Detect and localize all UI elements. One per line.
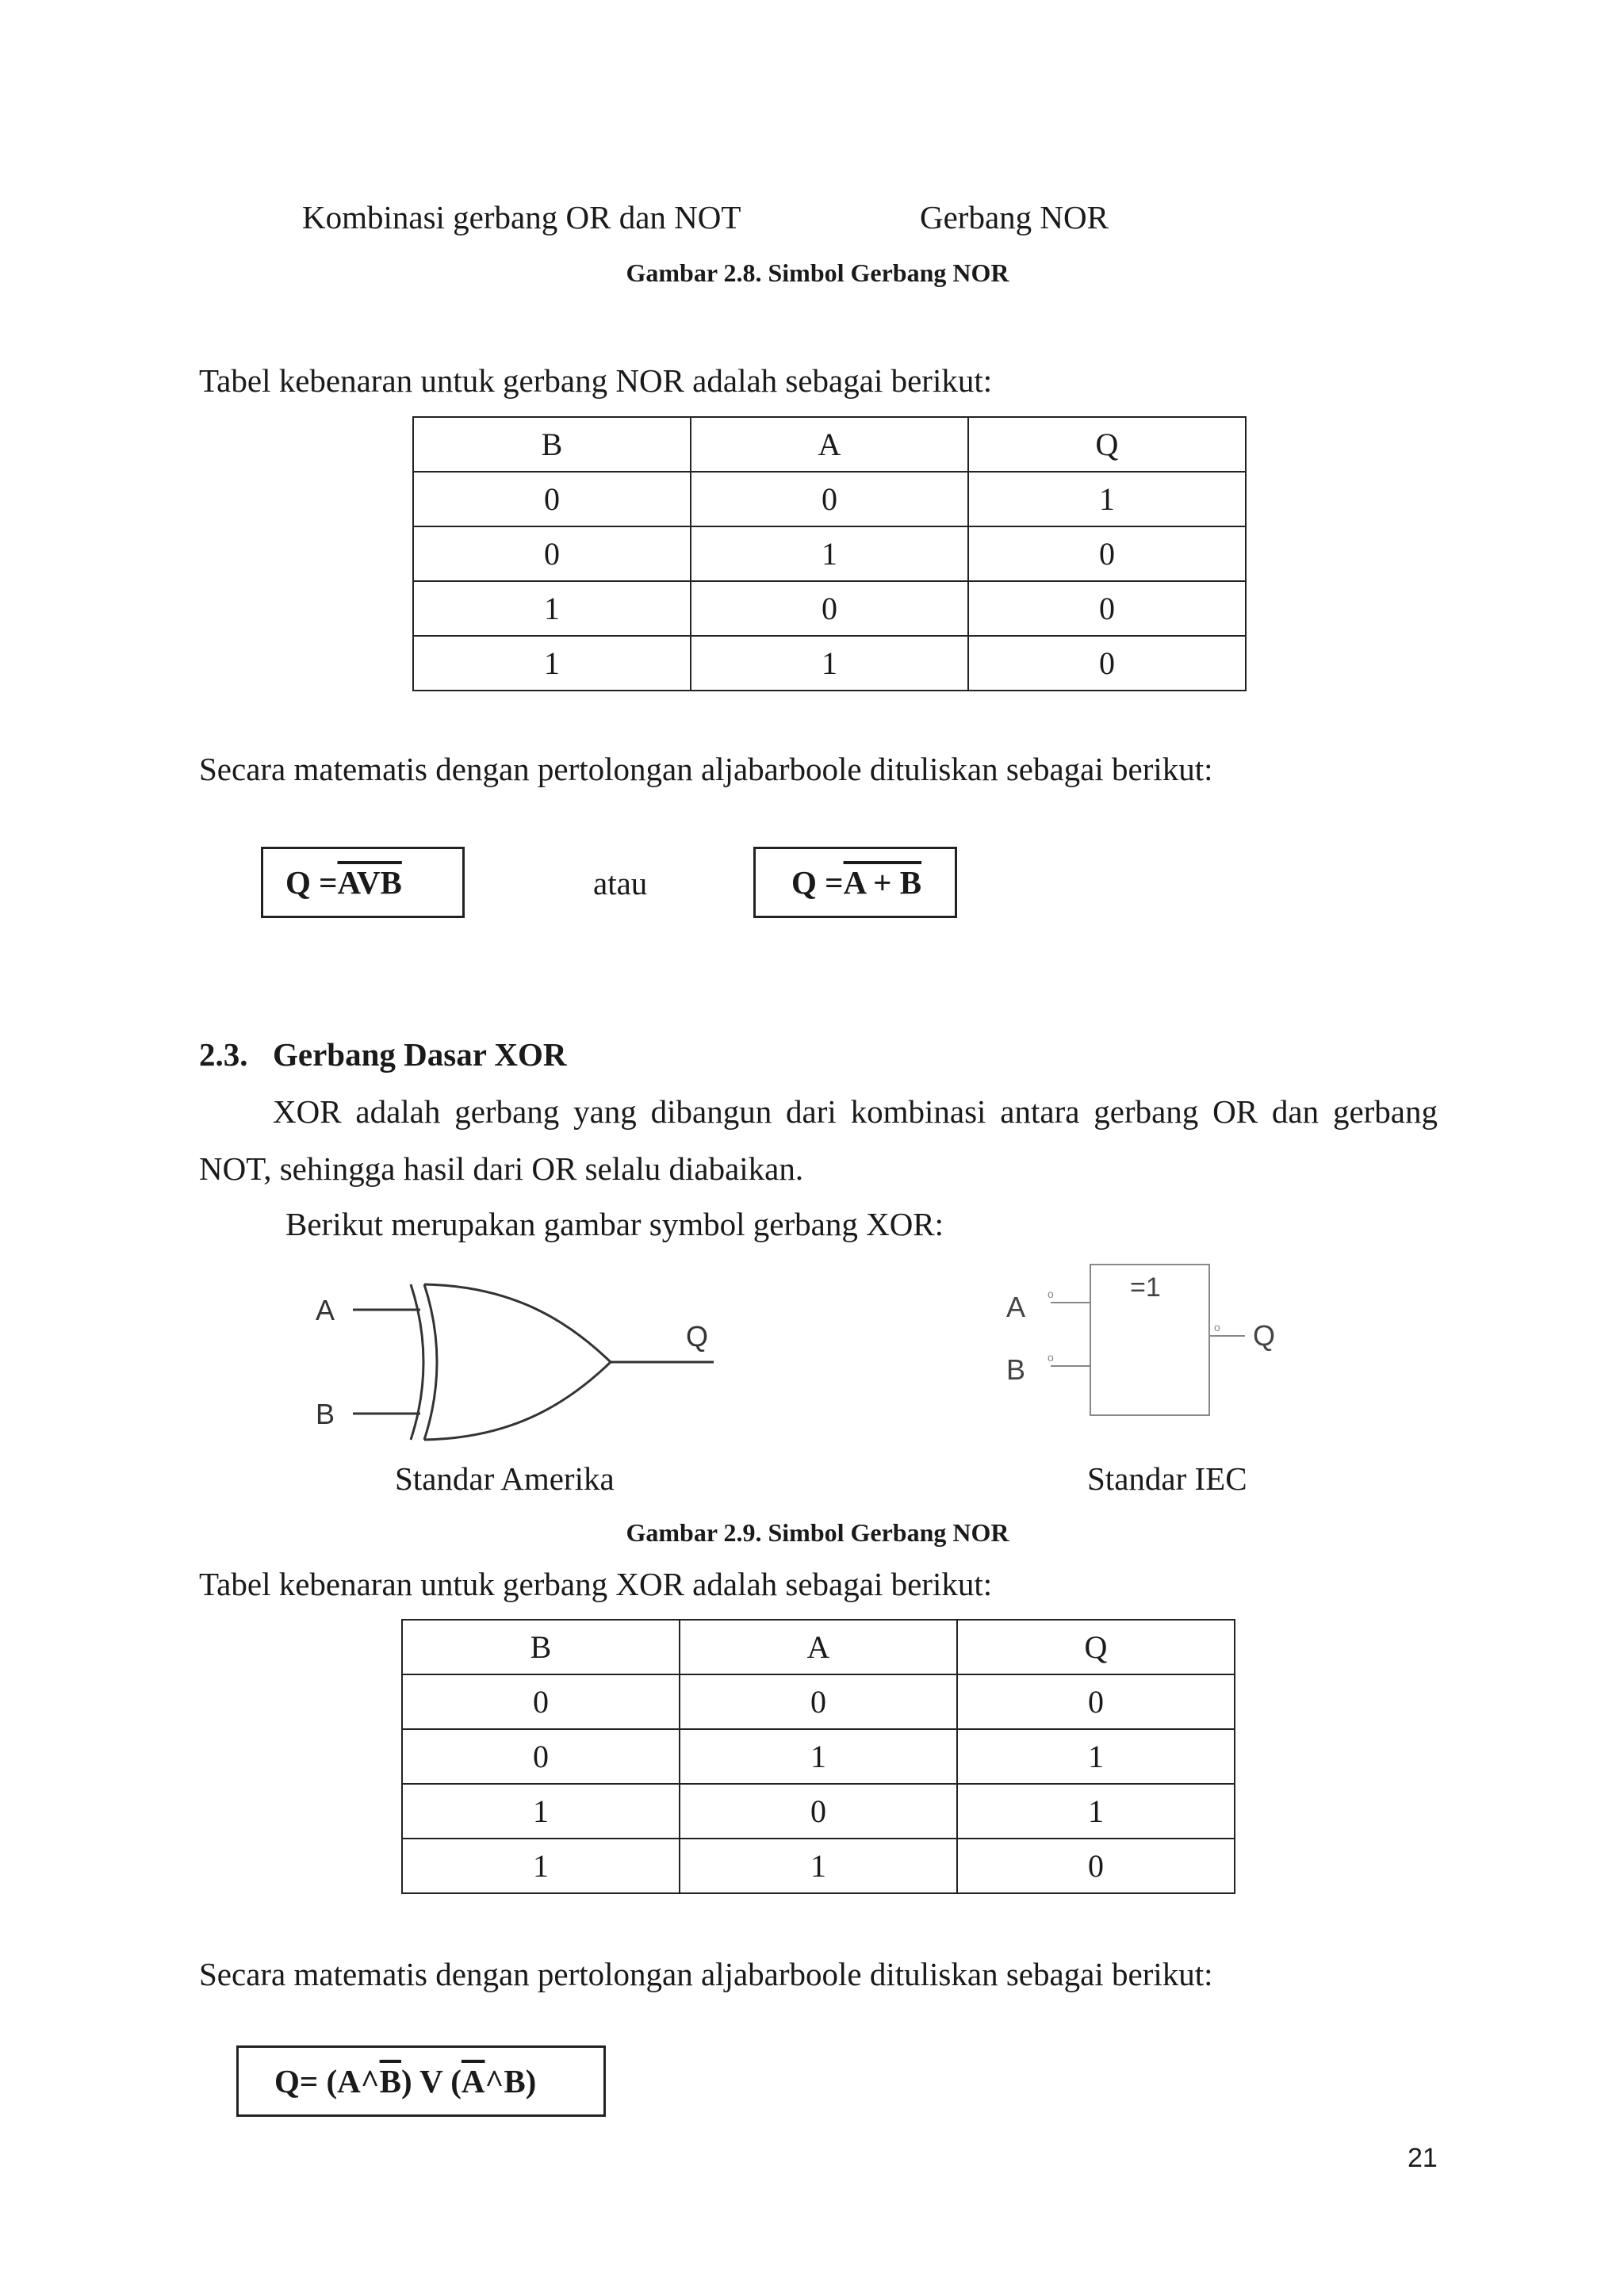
formula-prefix: Q = <box>791 864 844 901</box>
table-row <box>413 636 1246 691</box>
figure-label-or-not-combination: Kombinasi gerbang OR dan NOT <box>302 199 741 235</box>
table-cell: 0 <box>957 1674 1235 1729</box>
nor-truth-table <box>412 416 1247 691</box>
nor-or-word: atau <box>593 865 648 901</box>
table-cell: 0 <box>691 472 968 526</box>
svg-text:o: o <box>1048 1351 1054 1364</box>
xor-american-symbol <box>301 1269 730 1451</box>
table-row <box>413 526 1246 581</box>
xor-formula-box <box>236 2045 606 2117</box>
figure-label-nor-gate: Gerbang NOR <box>920 199 1109 235</box>
table-header-cell: A <box>691 417 968 472</box>
table-cell: 0 <box>680 1784 957 1839</box>
table-header-cell: A <box>680 1620 957 1674</box>
table-cell: 0 <box>968 581 1246 636</box>
input-label-b: B <box>316 1398 335 1430</box>
table-cell: 1 <box>413 581 691 636</box>
output-label-q: Q <box>686 1320 709 1353</box>
table-cell: 1 <box>691 636 968 691</box>
table-cell: 0 <box>413 526 691 581</box>
table-cell: 1 <box>680 1729 957 1784</box>
nor-formula-box-2 <box>753 847 957 918</box>
table-cell: 1 <box>957 1729 1235 1784</box>
formula-overlined-term: $\overline{AVB}$ <box>337 864 402 901</box>
xor-symbol-intro: Berikut merupakan gambar symbol gerbang XOR: <box>285 1206 944 1242</box>
table-cell: 0 <box>968 526 1246 581</box>
section-number: 2.3. <box>199 1036 248 1073</box>
xor-math-intro: Secara matematis dengan pertolongan aljabarboole dituliskan sebagai berikut: <box>199 1956 1213 1992</box>
nor-table-intro: Tabel kebenaran untuk gerbang NOR adalah sebagai berikut: <box>199 362 993 399</box>
table-cell: 1 <box>691 526 968 581</box>
output-label-q: Q <box>1253 1319 1276 1352</box>
table-row <box>413 472 1246 526</box>
table-row <box>402 1839 1235 1893</box>
table-cell: 1 <box>968 472 1246 526</box>
label-standar-amerika: Standar Amerika <box>395 1460 615 1497</box>
table-header-cell: B <box>402 1620 680 1674</box>
formula-part: Q= (A^ <box>274 2063 380 2099</box>
input-label-b: B <box>1006 1353 1026 1386</box>
figure-caption-2-8: Gambar 2.8. Simbol Gerbang NOR <box>626 258 1009 287</box>
table-cell: 0 <box>402 1674 680 1729</box>
xor-paragraph: XOR adalah gerbang yang dibangun dari kombinasi antara gerbang OR dan gerbang NOT, sehingga hasil dari OR selalu diabaikan. <box>199 1093 1438 1187</box>
section-title: Gerbang Dasar XOR <box>273 1036 567 1073</box>
xor-truth-table <box>401 1619 1235 1894</box>
xor-table-intro: Tabel kebenaran untuk gerbang XOR adalah sebagai berikut: <box>199 1566 993 1602</box>
label-standar-iec: Standar IEC <box>1087 1460 1247 1497</box>
formula-part: ^B) <box>485 2063 537 2099</box>
table-cell: 0 <box>968 636 1246 691</box>
xor-body-curve <box>424 1284 611 1440</box>
formula-overlined-term: $\overline{A}$ <box>461 2063 485 2099</box>
nor-formula-box-1 <box>261 847 465 918</box>
table-cell: 1 <box>413 636 691 691</box>
table-row <box>402 1784 1235 1839</box>
input-label-a: A <box>316 1294 335 1326</box>
table-cell: 0 <box>402 1729 680 1784</box>
table-header-cell: B <box>413 417 691 472</box>
table-row <box>402 1729 1235 1784</box>
nor-math-intro: Secara matematis dengan pertolongan aljabarboole dituliskan sebagai berikut: <box>199 751 1213 787</box>
page-number: 21 <box>1408 2143 1438 2173</box>
input-label-a: A <box>1006 1291 1026 1323</box>
xor-extra-curve <box>411 1284 423 1440</box>
formula-overlined-term: A + B <box>843 864 922 901</box>
formula-prefix: Q = <box>285 864 338 901</box>
formula-part: ) V ( <box>400 2063 462 2099</box>
xor-back-curve <box>424 1284 437 1440</box>
table-header-cell: Q <box>968 417 1246 472</box>
table-cell: 1 <box>402 1839 680 1893</box>
table-cell: 0 <box>691 581 968 636</box>
table-cell: 0 <box>413 472 691 526</box>
figure-caption-2-9: Gambar 2.9. Simbol Gerbang NOR <box>626 1518 1009 1547</box>
table-cell: 1 <box>402 1784 680 1839</box>
table-row <box>413 581 1246 636</box>
xor-iec-symbol <box>995 1257 1312 1427</box>
svg-text:o: o <box>1214 1321 1220 1334</box>
iec-box-label: =1 <box>1130 1272 1161 1303</box>
table-cell: 1 <box>680 1839 957 1893</box>
table-cell: 0 <box>957 1839 1235 1893</box>
table-cell: 1 <box>957 1784 1235 1839</box>
table-header-row <box>402 1620 1235 1674</box>
table-cell: 0 <box>680 1674 957 1729</box>
table-header-row <box>413 417 1246 472</box>
table-header-cell: Q <box>957 1620 1235 1674</box>
svg-text:o: o <box>1048 1288 1054 1300</box>
formula-overlined-term: $\overline{B}$ <box>379 2063 401 2099</box>
table-row <box>402 1674 1235 1729</box>
